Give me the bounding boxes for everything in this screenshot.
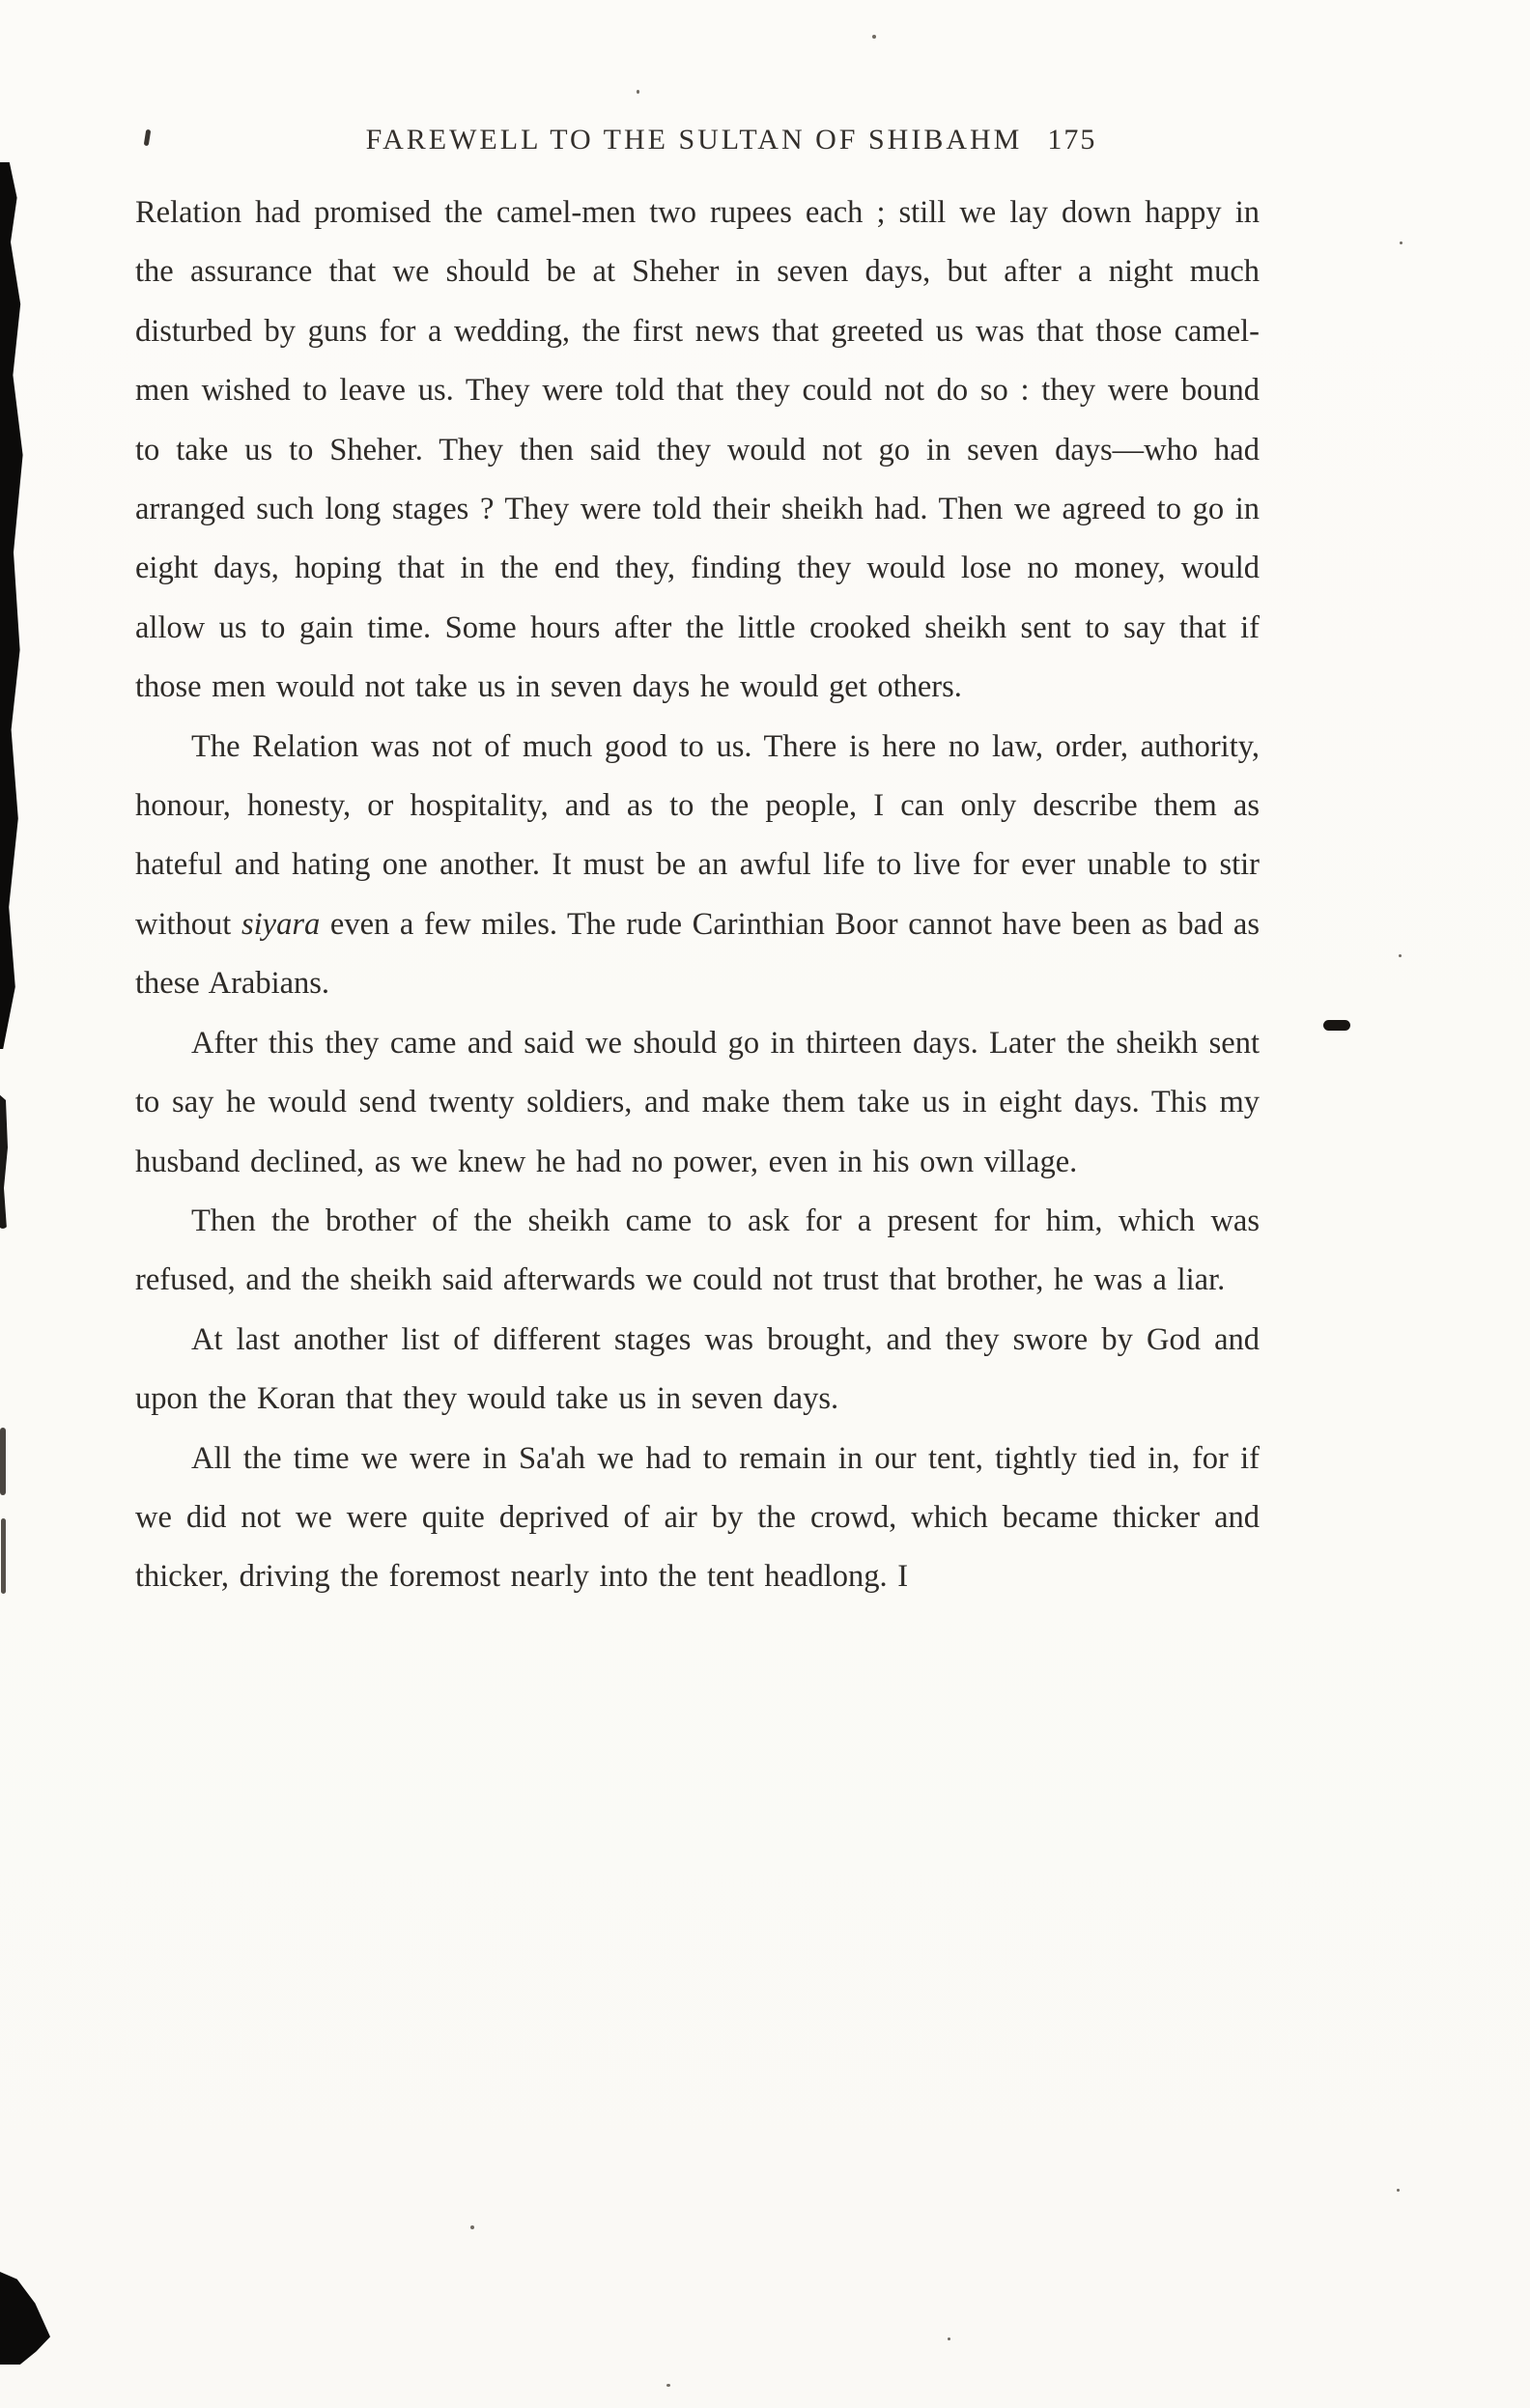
- binding-shadow-artifact: [0, 1093, 8, 1229]
- scan-speck: [637, 90, 639, 94]
- scan-mark-artifact: [0, 1428, 6, 1495]
- paragraph-segment: The Relation was not of much good to us. There is here no law, order, authority, honour, honesty, or hospitality, and as to the people, I can only describe them as hateful and hating one another. It must be an awful life to live for ever unable to stir without: [135, 728, 1260, 942]
- ink-dash-artifact: [1323, 1020, 1350, 1031]
- text-column: [135, 124, 1260, 1607]
- binding-shadow-artifact: [0, 162, 25, 1049]
- running-head: [203, 124, 1260, 156]
- paragraph: [135, 718, 1260, 1014]
- paragraph: At last another list of different stages was brought, and they swore by God and upon the Koran that they would take us in seven days.: [135, 1321, 1260, 1417]
- edge-line-artifact: [1499, 976, 1501, 1032]
- paragraph: After this they came and said we should go in thirteen days. Later the sheikh sent to say he would send twenty soldiers, and make them take us in eight days. This my husband declined, as we knew he had no power, even in his own village.: [135, 1025, 1260, 1179]
- paragraph: All the time we were in Sa'ah we had to remain in our tent, tightly tied in, for if we did not we were quite deprived of air by the crowd, which became thicker and thicker, driving the foremost nearly into the tent headlong. I: [135, 1440, 1260, 1595]
- paragraph: Relation had promised the camel-men two rupees each ; still we lay down happy in the assurance that we should be at Sheher in seven days, but after a night much disturbed by guns for a wedding, the first news that greeted us was that those camel-men wished to leave us. They were told that they could not do so : they were bound to take us to Sheher. They then said they would not go in seven days—who had arranged such long stages ? They were told their sheikh had. Then we agreed to go in eight days, hoping that in the end they, finding they would lose no money, would allow us to gain time. Some hours after the little crooked sheikh sent to say that if those men would not take us in seven days he would get others.: [135, 195, 1260, 705]
- corner-smudge-artifact: [0, 2272, 50, 2365]
- italic-word: siyara: [241, 906, 321, 942]
- chapter-title: FAREWELL TO THE SULTAN OF SHIBAHM: [365, 124, 1023, 156]
- scan-speck: [470, 2225, 474, 2229]
- body-text: [135, 184, 1260, 1607]
- scan-speck: [1397, 2189, 1400, 2192]
- scan-speck: [872, 35, 876, 39]
- paragraph-segment: even a few miles. The rude Carinthian Boor cannot have been as bad as these Arabians.: [135, 906, 1260, 1002]
- page-number: 175: [1047, 124, 1097, 156]
- scan-speck: [948, 2337, 950, 2340]
- scan-speck: [1399, 954, 1402, 957]
- scan-mark-artifact: [1, 1518, 6, 1594]
- scan-speck: [1400, 241, 1402, 244]
- paragraph: Then the brother of the sheikh came to ask for a present for him, which was refused, and the sheikh said afterwards we could not trust that brother, he was a liar.: [135, 1203, 1260, 1298]
- scan-speck: [666, 2384, 670, 2387]
